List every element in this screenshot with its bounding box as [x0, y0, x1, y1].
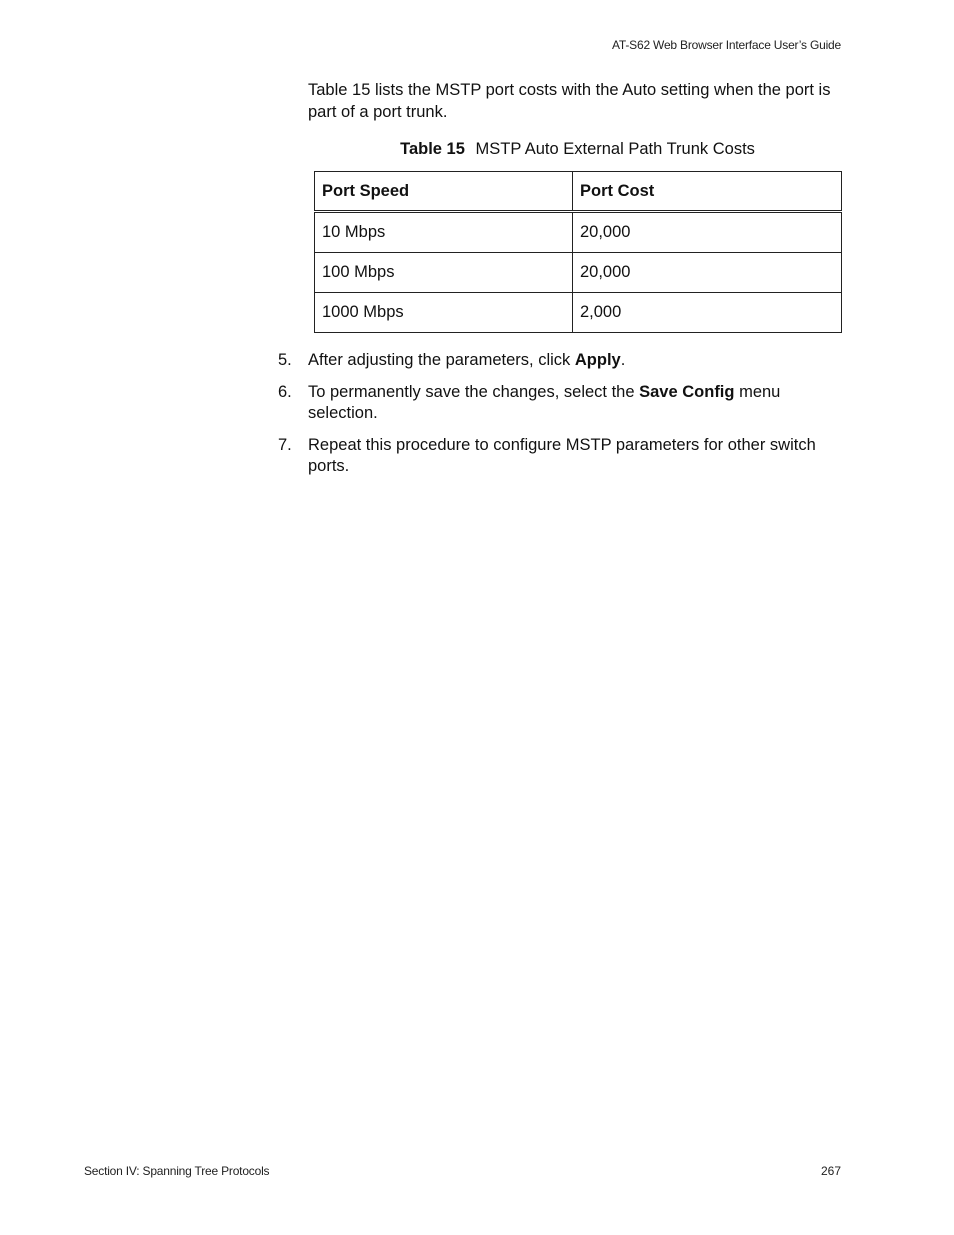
- step-text: [308, 435, 843, 478]
- port-speed-cell: 100 Mbps: [315, 253, 573, 293]
- list-item: [278, 350, 843, 372]
- step-text-plain: Repeat this procedure to configure MSTP parameters for other switch ports.: [308, 435, 816, 475]
- table-caption-title: MSTP Auto External Path Trunk Costs: [475, 140, 755, 158]
- port-cost-cell: 2,000: [573, 293, 842, 333]
- column-header-port-speed: Port Speed: [315, 172, 573, 212]
- step-text-bold: Apply: [574, 351, 621, 369]
- step-text-plain: After adjusting the parameters, click: [308, 351, 575, 369]
- list-item: [278, 435, 843, 478]
- port-speed-cell: 10 Mbps: [315, 212, 573, 253]
- step-text-plain: To permanently save the changes, select the: [308, 382, 640, 401]
- port-cost-cell: 20,000: [573, 253, 842, 293]
- port-cost-cell: 20,000: [573, 212, 842, 253]
- port-cost-table: [314, 171, 842, 333]
- step-text: [308, 350, 843, 372]
- column-header-port-cost: Port Cost: [573, 172, 842, 212]
- procedure-steps: [278, 350, 843, 488]
- footer-section: Section IV: Spanning Tree Protocols: [84, 1164, 270, 1178]
- step-text-plain: menu selection.: [308, 382, 781, 422]
- step-text-bold: Save Config: [639, 382, 735, 401]
- page-number: 267: [820, 1164, 841, 1178]
- step-number: 5.: [278, 351, 292, 369]
- list-item: [278, 382, 843, 425]
- step-number: 7.: [278, 435, 292, 454]
- running-header: AT-S62 Web Browser Interface User’s Guide: [611, 38, 841, 52]
- port-speed-cell: 1000 Mbps: [315, 293, 573, 333]
- step-number: 6.: [278, 382, 292, 401]
- step-text: [308, 382, 843, 425]
- table-row: [315, 253, 842, 293]
- table-row: [315, 293, 842, 333]
- step-text-plain: .: [620, 351, 626, 369]
- table-caption-number: Table 15: [400, 140, 465, 158]
- table-row: [315, 212, 842, 253]
- table-caption: [314, 138, 841, 160]
- intro-paragraph: Table 15 lists the MSTP port costs with the Auto setting when the port is part of a port trunk.: [308, 81, 831, 121]
- table-header-row: [315, 172, 842, 212]
